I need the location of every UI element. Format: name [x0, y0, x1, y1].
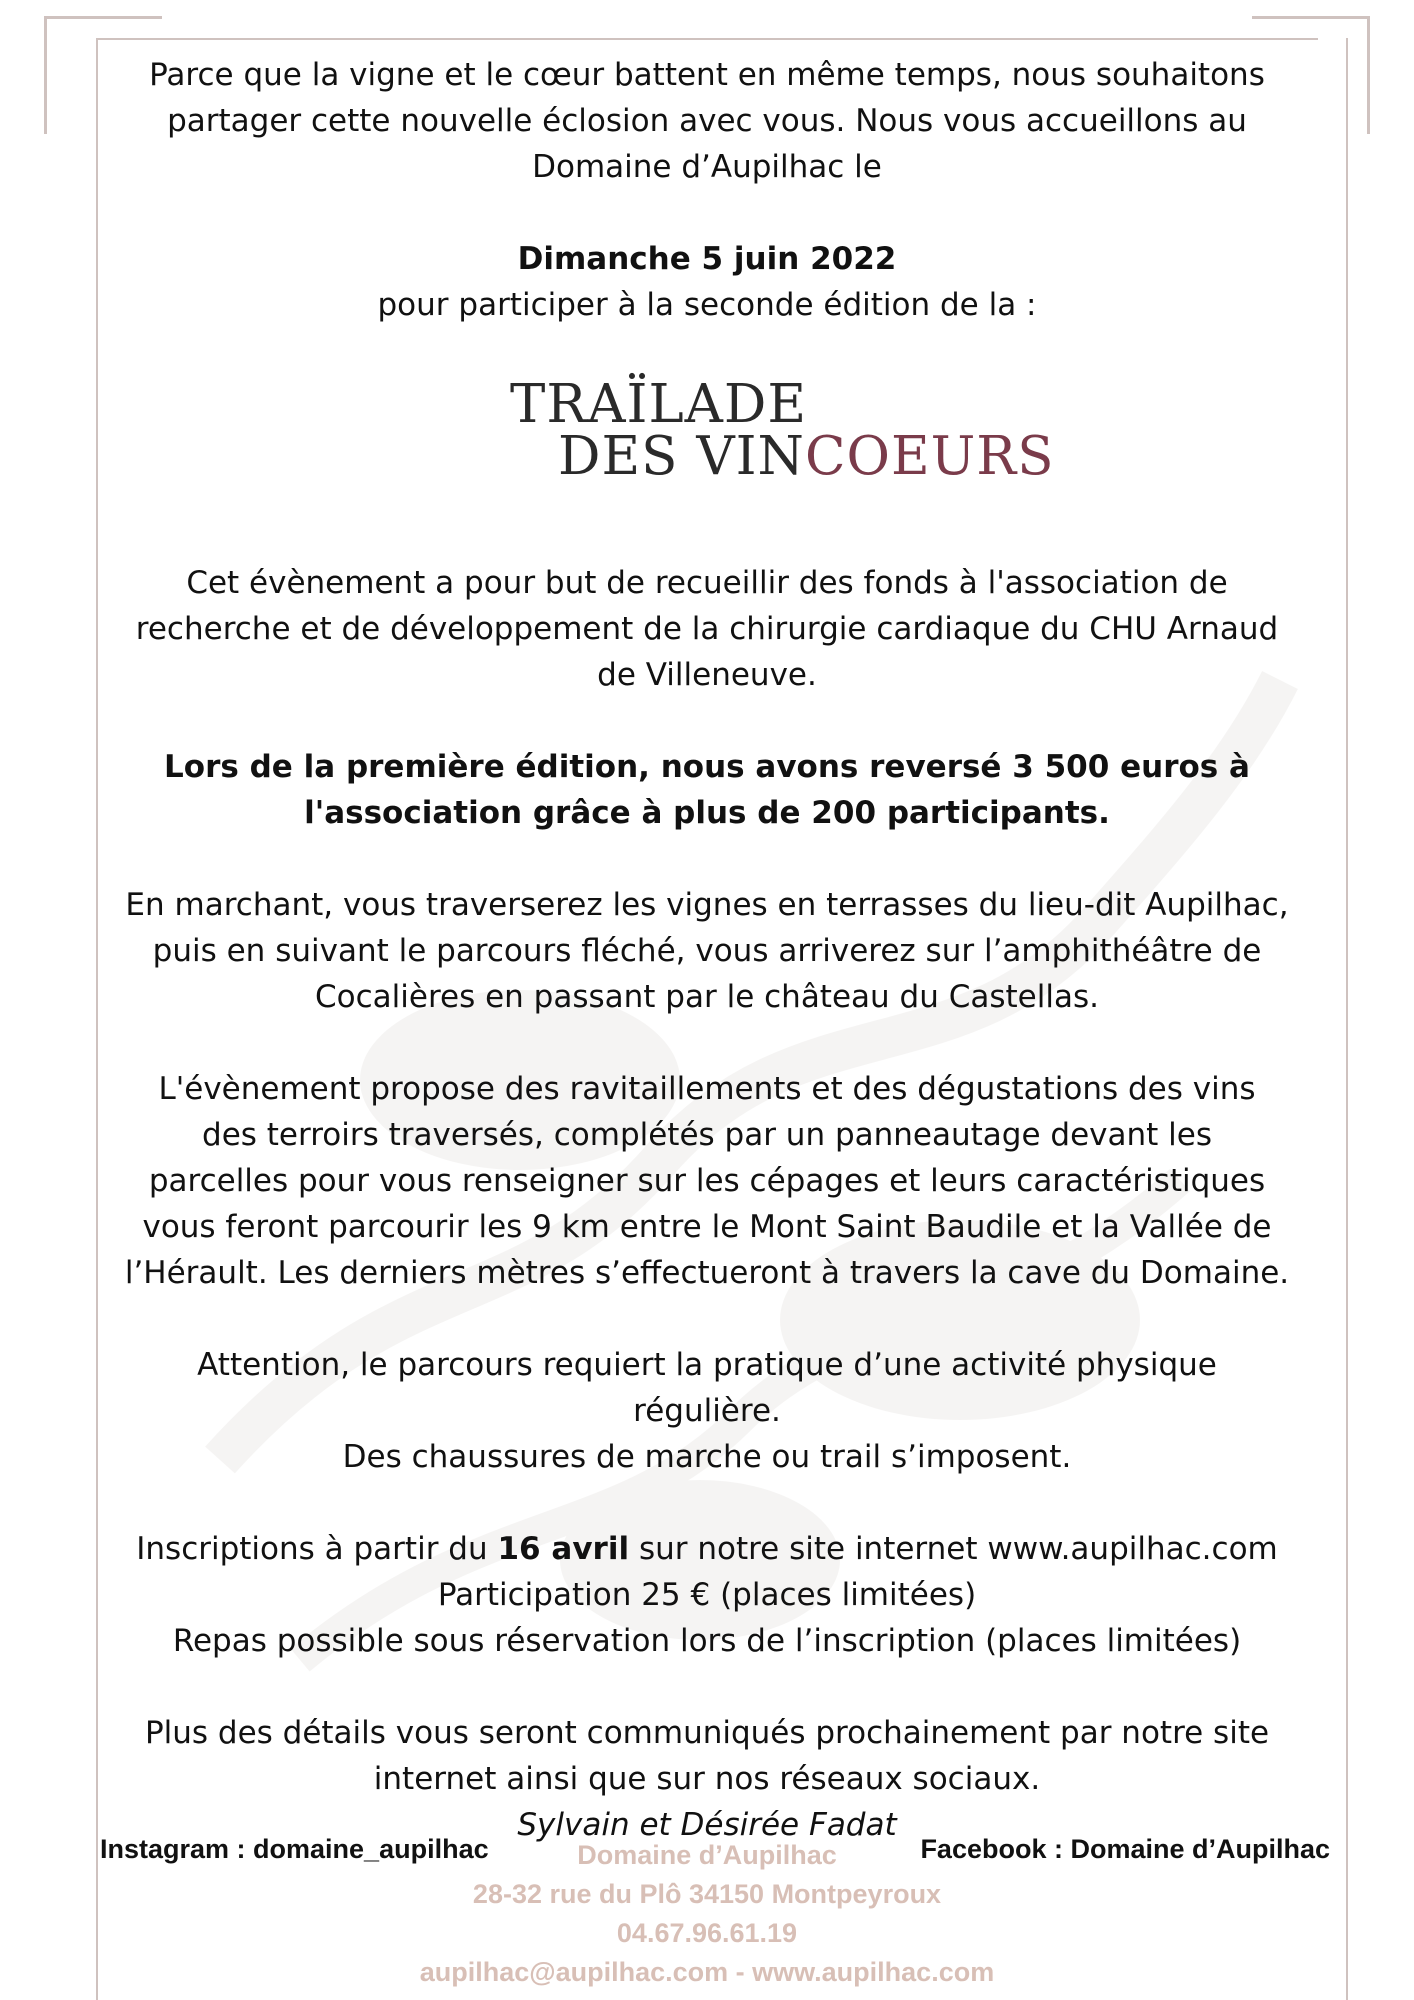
details-line: internet ainsi que sur nos réseaux sociaux.: [373, 1761, 1041, 1797]
logo-line-2-part-2: COEURS: [804, 426, 1055, 487]
route-line: Cocalières en passant par le château du Castellas.: [315, 979, 1099, 1015]
route-line: En marchant, vous traverserez les vignes en terrasses du lieu-dit Aupilhac,: [125, 887, 1289, 923]
invitation-body: [110, 52, 1304, 1848]
event-date: Dimanche 5 juin 2022: [517, 241, 897, 277]
first-edition-line: l'association grâce à plus de 200 participants.: [304, 795, 1110, 831]
tasting-line: L'évènement propose des ravitaillements et des dégustations des vins: [158, 1071, 1256, 1107]
signature: Sylvain et Désirée Fadat: [517, 1807, 897, 1843]
frame-left-border: [96, 38, 98, 2000]
route-line: puis en suivant le parcours fléché, vous arriverez sur l’amphithéâtre de: [152, 933, 1262, 969]
facebook-page: Facebook : Domaine d’Aupilhac: [920, 1834, 1330, 1864]
purpose-line: de Villeneuve.: [597, 657, 817, 693]
purpose-line: Cet évènement a pour but de recueillir des fonds à l'association de: [186, 565, 1228, 601]
footer-email-website: aupilhac@aupilhac.com - www.aupilhac.com: [419, 1957, 995, 1987]
logo-line-2-part-1: DES VIN: [558, 426, 805, 487]
warning-line: Des chaussures de marche ou trail s’imposent.: [342, 1439, 1072, 1475]
first-edition-paragraph: [110, 744, 1304, 836]
purpose-paragraph: [110, 560, 1304, 698]
tasting-paragraph: [110, 1066, 1304, 1296]
purpose-line: recherche et de développement de la chirurgie cardiaque du CHU Arnaud: [135, 611, 1279, 647]
intro-paragraph: [110, 52, 1304, 190]
first-edition-line: Lors de la première édition, nous avons reversé 3 500 euros à: [164, 749, 1250, 785]
warning-paragraph: [110, 1342, 1304, 1480]
event-subline: pour participer à la seconde édition de la :: [377, 287, 1037, 323]
logo-line-2: [558, 426, 1055, 487]
tasting-line: parcelles pour vous renseigner sur les cépages et leurs caractéristiques: [148, 1163, 1266, 1199]
frame-top-border: [96, 38, 1318, 40]
frame-top-right-horizontal: [1252, 16, 1370, 19]
frame-top-left-vertical: [44, 16, 47, 134]
frame-top-right-vertical: [1367, 16, 1370, 134]
tasting-line: vous feront parcourir les 9 km entre le Mont Saint Baudile et la Vallée de: [142, 1209, 1272, 1245]
meal-info: Repas possible sous réservation lors de l’inscription (places limitées): [172, 1623, 1242, 1659]
instagram-handle: Instagram : domaine_aupilhac: [100, 1834, 489, 1864]
route-paragraph: [110, 882, 1304, 1020]
warning-line: Attention, le parcours requiert la pratique d’une activité physique: [197, 1347, 1217, 1383]
registration-date: 16 avril: [497, 1531, 630, 1567]
participation-price: Participation 25 € (places limitées): [437, 1577, 977, 1613]
frame-top-left-horizontal: [44, 16, 162, 19]
details-paragraph: [110, 1710, 1304, 1848]
warning-line: régulière.: [633, 1393, 781, 1429]
tasting-line: l’Hérault. Les derniers mètres s’effectueront à travers la cave du Domaine.: [124, 1255, 1290, 1291]
intro-line: partager cette nouvelle éclosion avec vous. Nous vous accueillons au: [167, 103, 1247, 139]
registration-line: [110, 1526, 1304, 1572]
trailade-logo: [110, 364, 1304, 524]
logo-line-1: TRAÏLADE: [510, 374, 808, 435]
date-paragraph: [110, 236, 1304, 328]
intro-line: Domaine d’Aupilhac le: [532, 149, 882, 185]
footer-domain-name: Domaine d’Aupilhac: [577, 1840, 837, 1870]
footer-address: 28-32 rue du Plô 34150 Montpeyroux: [472, 1879, 942, 1909]
footer-contact-block: [0, 1836, 1414, 1992]
registration-prefix: Inscriptions à partir du: [136, 1531, 498, 1567]
tasting-line: des terroirs traversés, complétés par un panneautage devant les: [202, 1117, 1212, 1153]
details-line: Plus des détails vous seront communiqués prochainement par notre site: [144, 1715, 1270, 1751]
frame-right-border: [1346, 38, 1348, 2000]
intro-line: Parce que la vigne et le cœur battent en même temps, nous souhaitons: [149, 57, 1265, 93]
footer-phone: 04.67.96.61.19: [616, 1918, 798, 1948]
registration-suffix: sur notre site internet www.aupilhac.com: [629, 1531, 1278, 1567]
registration-paragraph: [110, 1526, 1304, 1664]
